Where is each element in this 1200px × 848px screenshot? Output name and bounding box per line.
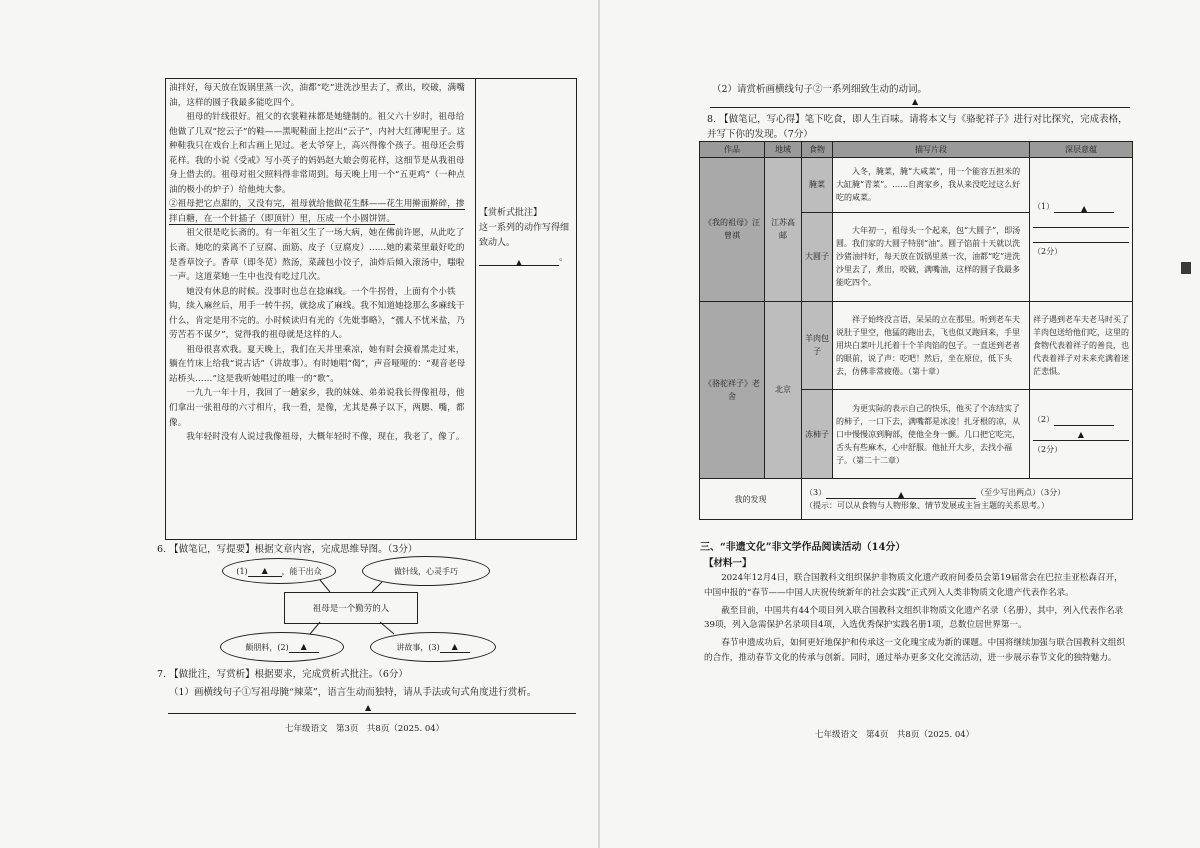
score-label: （2分） (1033, 444, 1063, 454)
question-7-sub2: （2）请赏析画横线句子②一系列细致生动的动词。 (712, 84, 928, 95)
node-label: 做针线，心灵手巧 (394, 566, 458, 576)
col-header: 深层意蕴 (1030, 142, 1133, 158)
region-cell: 江苏高邮 (765, 158, 802, 302)
note-answer[interactable]: ▲ 。 (479, 251, 571, 266)
note-text: 这一系列的动作写得细致动人。 (479, 223, 570, 248)
question-6: 6. 【做笔记，写提要】根据文章内容，完成思维导图。（3分） (157, 544, 418, 555)
note-title: 【赏析式批注】 (479, 208, 543, 218)
triangle-icon: ▲ (365, 703, 372, 712)
meaning-label: （1） (1033, 202, 1055, 212)
node-label: 讲故事，(3) (396, 642, 440, 652)
col-header: 食物 (802, 142, 833, 158)
node-label: (1) (236, 566, 248, 576)
answer-line[interactable] (168, 713, 576, 714)
triangle-icon: ▲ (300, 641, 307, 651)
q7-sub1: （1）画横线句子①写祖母腌“辣菜”，语言生动而独特，请从手法或句式角度进行赏析。 (169, 687, 537, 698)
discover-cell[interactable] (802, 479, 1133, 520)
material-paragraph: 春节申遗成功后，如何更好地保护和传承这一文化瑰宝成为新的课题。中国将继续加强与联合国教科文组织的合作，推动春节文化的传承与创新。同时，通过举办更多文化交流活动，进一步展示春节文化的独特魅力。 (704, 638, 1126, 663)
q7-title: 7. 【做批注，写赏析】根据要求，完成赏析式批注。（6分） (157, 669, 408, 680)
question-8: 8. 【做笔记，写心得】笔下吃食，即人生百味。请将本文与《骆驼祥子》进行对比探究，完成表格，并写下你的发现。（7分） (707, 114, 1128, 140)
work-cell: 《骆驼祥子》老舍 (700, 301, 765, 478)
comparison-table (699, 141, 1133, 520)
meaning-cell[interactable] (1030, 390, 1133, 479)
answer-line[interactable] (710, 107, 1130, 108)
page-fold (598, 0, 600, 848)
food-cell: 大圆子 (802, 212, 833, 301)
desc-cell: 祥子始终没言语，呆呆的立在那里。听到老车夫说肚子里空，他猛的跑出去，飞也似又跑回来，手里用块白菜叶儿托着十个羊肉馅的包子。一直送到老者的眼前，说了声：吃吧！然后，坐在原位，低下头去，仿佛非常疲倦。（第十章） (833, 301, 1030, 390)
page-footer-right: 七年级语文 第4页 共8页（2025. 04） (815, 730, 975, 740)
work-cell: 《我的祖母》汪曾祺 (700, 158, 765, 302)
hint-text: （提示：可以从食物与人物形象、情节发展或主旨主题的关系思考。） (805, 501, 1049, 510)
region-cell: 北京 (765, 301, 802, 478)
page-footer-left: 七年级语文 第3页 共8页（2025. 04） (285, 724, 445, 734)
meaning-label: （2） (1033, 414, 1055, 424)
triangle-icon: ▲ (1081, 204, 1088, 214)
passage-paragraph: 油拌好，每天放在饭锅里蒸一次，油都“吃”进洗沙里去了，煮出，咬破，满嘴油，这样的圆子我最多能吃四个。 (169, 83, 465, 108)
passage-paragraph: 祖母很喜欢我。夏天晚上，我们在天井里乘凉，她有时会摸着黑走过来，躺在竹床上给我“说古话”（讲故事）。有时她唱“偈”，声音哑哑的：“观音老母站桥头……”这是我听她唱过的唯一的“歌”。 (169, 344, 466, 384)
desc-cell: 为更实际的表示自己的快乐，他买了个冻结实了的柿子，一口下去，满嘴都是冰凌！扎牙根的凉，从口中慢慢凉到胸部，使他全身一颤。几口把它吃完，舌头有些麻木，心中舒服。他扯开大步，去找小福子。（第二十二章） (833, 390, 1030, 479)
food-cell: 冻柿子 (802, 390, 833, 479)
triangle-icon: ▲ (912, 97, 919, 106)
table-header-row (700, 142, 1133, 158)
discover-label: 我的发现 (700, 479, 802, 520)
passage-paragraph: 我年轻时没有人说过我像祖母，大概年轻时不像，现在，我老了，像了。 (186, 432, 465, 443)
triangle-icon: ▲ (1077, 429, 1085, 439)
center-label: 祖母是一个勤劳的人 (312, 604, 390, 614)
underlined-sentence (169, 197, 471, 226)
discover-label: （3） (805, 488, 827, 497)
meaning-cell[interactable] (1030, 158, 1133, 302)
meaning-cell: 祥子遇到老车夫老马时买了羊肉包送给他们吃，这里的食物代表着祥子的善良，也代表着祥子对未来充满着迷茫悲惧。 (1030, 301, 1133, 390)
page-marker (1181, 262, 1191, 274)
col-header: 作品 (700, 142, 765, 158)
material-paragraph: 2024年12月4日，联合国教科文组织保护非物质文化遗产政府间委员会第19届常会在巴拉圭亚松森召开，中国申报的“春节——中国人庆祝传统新年的社会实践”正式列入人类非物质文化遗产代表作名录。 (704, 573, 1123, 598)
answer-line[interactable] (1033, 230, 1129, 243)
question-7 (157, 666, 536, 702)
material-text (704, 571, 1129, 669)
triangle-icon: ▲ (451, 641, 458, 651)
table-row (700, 158, 1133, 213)
discover-tail: （至少写出两点）（3分） (976, 488, 1066, 497)
score-label: （2分） (1033, 247, 1063, 257)
passage-paragraph: 祖父很是吃长斋的。有一年祖父生了一场大病，她在佛前许愿，从此吃了长斋。她吃的菜离不了豆腐、面筋、皮子（豆腐皮）……她的素菜里最好吃的是香草饺子。香草（即冬苋）熬汤，菜蔬包小饺子，油炸后倾入滚汤中，嗤啦一声。这道菜她一生中也没有吃过几次。 (169, 228, 465, 283)
node-label: ，能干出众 (281, 566, 322, 576)
mind-connectors (210, 556, 510, 666)
answer-line[interactable] (1033, 215, 1129, 228)
material-label: 【材料一】 (704, 558, 752, 569)
answer-line[interactable] (1033, 428, 1129, 441)
triangle-icon: ▲ (898, 490, 905, 499)
material-paragraph: 截至目前，中国共有44个项目列入联合国教科文组织非物质文化遗产名录（名册），其中，列入代表作名录39项，列入急需保护名录项目4项，入选优秀保护实践名册1项，总数位居世界第一。 (704, 605, 1124, 631)
passage-paragraph: 祖母的针线很好。祖父的衣裳鞋袜都是她缝制的。祖父六十岁时，祖母给他做了几双“挖云子”的鞋——黑呢鞋面上挖出“云子”，内衬大红薄呢里子。这种鞋我只在戏台上和古画上见过。老太爷穿上，高兴得像个孩子。祖母还会剪花样。我的小说《受戒》写小英子的妈妈赵大娘会剪花样，这细节是从我祖母身上借去的。祖母对祖父照料得非常周到。每天晚上用一个“五更鸡”（一种点油的极小的炉子）给他炖大参。 (169, 112, 466, 195)
col-header: 地域 (765, 142, 802, 158)
mind-map (210, 556, 510, 666)
table-row (700, 301, 1133, 390)
food-cell: 羊肉包子 (802, 301, 833, 390)
table-row (700, 479, 1133, 520)
food-cell: 腌菜 (802, 158, 833, 213)
desc-cell: 大年初一，祖母头一个起来，包“大圆子”，即汤圆。我们家的大圆子特别“油”。圆子馅前十天就以洗沙猪油拌好，每天放在饭锅里蒸一次，油都“吃”进洗沙里去了，煮出，咬破，满嘴油，这样的圆子我最多能吃四个。 (833, 212, 1030, 301)
annotation-divider (475, 78, 476, 540)
desc-cell: 入冬，腌菜，腌“大咸菜”，用一个能容五担米的大缸腌“青菜”。……自离家乡，我从来没吃过这么好吃的咸菜。 (833, 158, 1030, 213)
passage-paragraph: 一九九一年十月，我回了一趟家乡，我的妹妹、弟弟说我长得像祖母，他们拿出一张祖母的六寸相片，我一看，是像，尤其是鼻子以下，两腮、嘴，都像。 (169, 388, 465, 428)
annotation-note (479, 206, 571, 266)
triangle-icon: ▲ (261, 565, 268, 575)
passage-paragraph: 她没有休息的时候。没事时也总在捻麻线。一个牛拐骨，上面有个小铁钩，续入麻丝后，用手一转牛拐，就捻成了麻线。我不知道她捻那么多麻线干什么，肯定是用不完的。小时候读归有光的《先妣事略》，“孺人不忧米盐，乃劳苦若不谋夕”，觉得我的祖母就是这样的人。 (169, 286, 465, 341)
node-label: 颇朋料，(2) (245, 642, 289, 652)
triangle-icon: ▲ (515, 258, 523, 267)
reading-passage (169, 81, 471, 445)
underlined-text: ②祖母把它点甜的，又没有完，祖母就给他做花生酥——花生用擀面擀碎，掺拌白糖，在一个针插子（即顶针）里，压成一个小圆饼饼。 (169, 199, 465, 224)
col-header: 描写片段 (833, 142, 1030, 158)
section-3-title: 三、“非遗文化”非文学作品阅读活动（14分） (700, 542, 906, 553)
